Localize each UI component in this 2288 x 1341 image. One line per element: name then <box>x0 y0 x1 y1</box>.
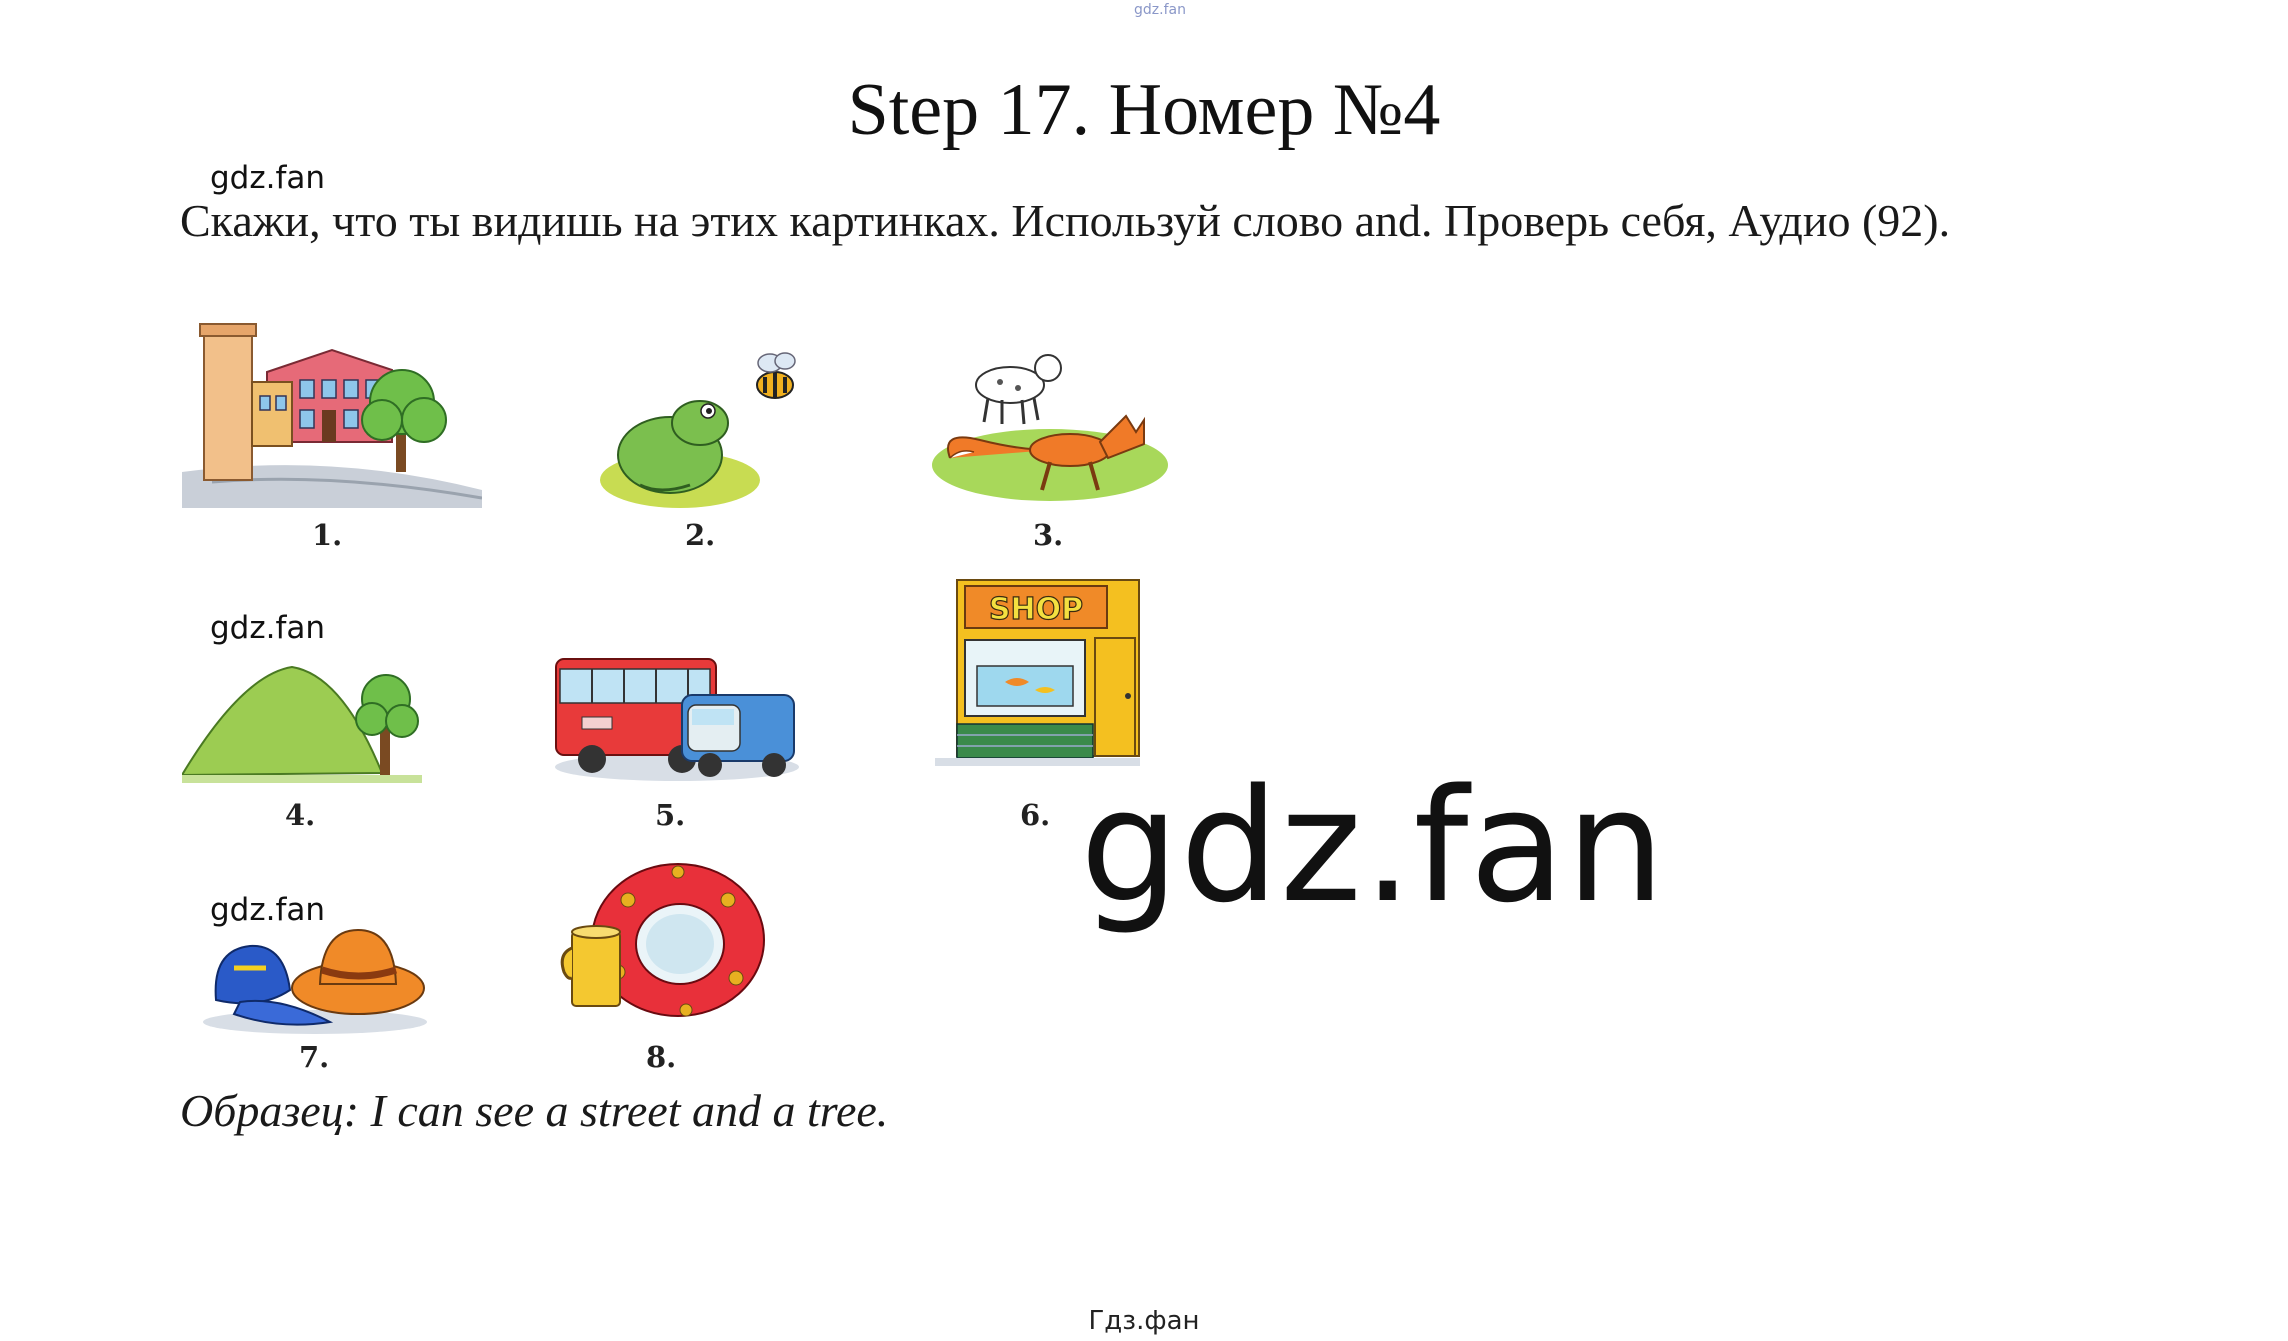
shop-sign-text: SHOP <box>988 592 1084 627</box>
hill-and-tree-icon <box>182 655 422 790</box>
page-title: Step 17. Номер №4 <box>847 69 1441 151</box>
picture-8-cup-plate <box>558 860 768 1025</box>
cup-and-plate-icon <box>558 860 768 1025</box>
lamb-and-fox-icon <box>930 340 1170 510</box>
watermark-big: gdz.fan <box>1080 755 1666 937</box>
picture-8-number: 8. <box>646 1040 677 1074</box>
picture-4-number: 4. <box>285 798 316 832</box>
picture-7-number: 7. <box>299 1040 330 1074</box>
cap-and-hat-icon <box>200 900 430 1035</box>
instruction-text: Скажи, что ты видишь на этих картинках. Используй слово and. Проверь себя, Аудио (92). <box>180 195 1951 246</box>
sample-sentence: Образец: I can see a street and a tree. <box>180 1085 889 1136</box>
watermark-2: gdz.fan <box>210 610 326 646</box>
watermark-1: gdz.fan <box>210 160 326 196</box>
street-houses-tree-icon <box>182 322 482 508</box>
footer-watermark: Гдз.фан <box>1088 1306 1200 1336</box>
watermark-top: gdz.fan <box>1134 2 1186 18</box>
frog-and-bee-icon <box>600 345 820 515</box>
picture-2-frog-bee <box>600 345 820 515</box>
picture-6-shop <box>935 578 1140 768</box>
picture-7-cap-hat <box>200 900 430 1035</box>
picture-5-number: 5. <box>655 798 686 832</box>
picture-3-lamb-fox <box>930 340 1170 510</box>
watermark-3: gdz.fan <box>210 892 326 928</box>
picture-3-number: 3. <box>1033 518 1064 552</box>
bus-and-van-icon <box>552 655 802 783</box>
picture-6-number: 6. <box>1020 798 1051 832</box>
picture-5-bus-van <box>552 655 802 783</box>
picture-1-number: 1. <box>312 518 343 552</box>
picture-2-number: 2. <box>685 518 716 552</box>
shop-with-fish-icon <box>935 578 1140 768</box>
picture-4-hill-tree <box>182 655 422 790</box>
picture-1-street <box>182 322 482 508</box>
